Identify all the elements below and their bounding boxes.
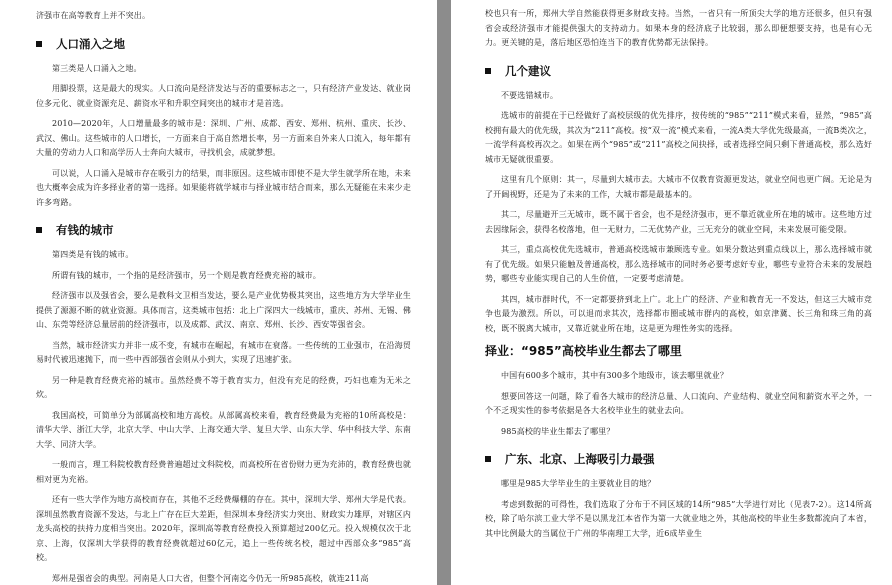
paragraph: 还有一些大学作为地方高校而存在，其他不乏经费爆棚的存在。其中，深圳大学、郑州大学是代表。深圳虽然教育资源不发达，与北上广存在巨大差距，但深圳本身经济实力突出、财政实力雄厚，对辖区内龙头高校的扶持力度相当突出。2020年，深圳高等教育经费投入预算超过200亿元。投入规模仅次于北京、上海，仅深圳大学获得的教育经费就超过60亿元，追上一些传统名校，超过中西部众多“985”高校。	[36, 495, 411, 562]
bullet-square-icon	[36, 227, 42, 233]
paragraph: 其四，城市群时代，不一定都要挤到北上广。北上广的经济、产业和教育无一不发达，但这三大城市竞争也最为激烈。所以，可以退而求其次，选择都市圈或城市群内的高校，如京津冀、长三角和珠三角的高校，既不脱离大城市，又靠近就业所在地，这是更为理性务实的选择。	[485, 294, 872, 333]
paragraph: 哪里是985大学毕业生的主要就业目的地？	[501, 479, 656, 488]
chapter-heading: 择业：“985”高校毕业生都去了哪里	[485, 344, 682, 358]
paragraph: 经济强市以及强省会，要么是教科文卫相当发达，要么是产业优势极其突出，这些地方为大学毕业生提供了源源不断的就业资源。具体而言，这类城市包括：北上广深四大一线城市，重庆、苏州、无锡、佛山、东莞等经济总量居前的经济强市，以及成都、武汉、南京、郑州、长沙、西安等强省会。	[36, 291, 411, 329]
section-heading	[485, 63, 872, 79]
paragraph: 当然，城市经济实力并非一成不变，有城市在崛起，有城市在衰落。一些传统的工业强市，在沿海贸易时代被迅速抛下，而一些中西部强省会则从小到大，实现了迅速扩张。	[36, 340, 411, 364]
left-page	[0, 0, 437, 585]
heading-text: 有钱的城市	[56, 223, 114, 237]
paragraph: 济强市在高等教育上并不突出。	[36, 11, 151, 20]
section-heading	[36, 36, 411, 52]
section-heading	[36, 222, 411, 238]
heading-text: 几个建议	[505, 63, 551, 78]
heading-text: 广东、北京、上海吸引力最强	[505, 452, 655, 466]
paragraph: 其三，重点高校优先选城市，普通高校选城市兼顾选专业。如果分数达到重点线以上，那么选择城市就有了优先级。如果只能触及普通高校，那么选择城市的同时务必要考虑好专业，哪些专业符合未来的发展趋势，哪些专业能实现自己的人生价值，一定要考虑清楚。	[485, 245, 872, 283]
paragraph: 另一种是教育经费充裕的城市。虽然经费不等于教育实力，但没有充足的经费，巧妇也难为无米之炊。	[36, 375, 411, 399]
paragraph: 这里有几个原则：其一，尽量到大城市去。大城市不仅教育资源更发达，就业空间也更广阔。无论是为了开阔视野，还是为了未来的工作，大城市都是最基本的。	[485, 175, 872, 199]
paragraph: 考虑到数据的可得性，我们选取了分布于不同区域的14所“985”大学进行对比（见表7-2）。这14所高校，除了哈尔滨工业大学不是以黑龙江本省作为第一大就业地之外，其他高校的毕业生多数都流向了本省，其中比例最大的当属位于广州的华南理工大学，近6成毕业生	[485, 499, 872, 538]
paragraph: 可以说，人口涌入是城市存在吸引力的结果，而非原因。这些城市即使不是大学生就学所在地，未来也大概率会成为许多择业者的第一选择。如果能将就学城市与择业城市结合而来，那么无疑能在未来少走许多弯路。	[36, 168, 411, 207]
paragraph: 不要选错城市。	[501, 90, 559, 100]
paragraph: 2010—2020年，人口增量最多的城市是：深圳、广州、成都、西安、郑州、杭州、重庆、长沙、武汉、佛山。这些城市的人口增长，一方面来自于高自然增长率，另一方面来自外来人口流入，每年都有大量的劳动力人口和高学历人士奔向大城市，寻找机会，成就梦想。	[36, 119, 411, 157]
paragraph: 985高校的毕业生都去了哪里？	[501, 426, 615, 436]
paragraph: 我国高校，可简单分为部属高校和地方高校。从部属高校来看，教育经费最为充裕的10所高校是：清华大学、浙江大学，北京大学、中山大学、上海交通大学、复旦大学、山东大学、华中科技大学、东南大学、同济大学。	[36, 410, 411, 449]
section-heading	[485, 451, 872, 467]
bullet-square-icon	[485, 456, 491, 462]
paragraph: 选城市的前提在于已经做好了高校层级的优先排序，按传统的“985”“211”模式来看，显然，“985”高校拥有最大的优先级，其次为“211”高校。按“双一流”模式来看，一流A类大学优先级最高，一流B类次之，一流学科高校再次之。如果在两个“985”或“211”高校之间抉择，或者选择空间只剩下普通高校，那么选好城市无疑就很重要。	[485, 111, 872, 164]
right-page	[451, 0, 892, 585]
paragraph: 用脚投票，这是最大的现实。人口流向是经济发达与否的重要标志之一，只有经济产业发达、就业岗位多元化、就业资源充足、薪资水平和升职空间突出的城市才是首选。	[36, 84, 411, 108]
paragraph: 中国有600多个城市，其中有300多个地级市，该去哪里就业？	[501, 371, 729, 380]
paragraph: 郑州是强省会的典型。河南是人口大省，但整个河南迄今仍无一所985高校，就连211高	[52, 573, 369, 583]
paragraph: 一般而言，理工科院校教育经费普遍超过文科院校，而高校所在省份财力更为充沛的，教育经费也就相对更为充裕。	[36, 460, 411, 484]
paragraph: 其二，尽量避开三无城市，既不属于省会，也不是经济强市，更不靠近就业所在地的城市。这些地方过去因缘际会，获得名校落地，但一无财力，二无优势产业，三无充分的就业空间，未来发展可能受限。	[485, 210, 872, 234]
paragraph: 所谓有钱的城市，一个指的是经济强市，另一个则是教育经费充裕的城市。	[52, 270, 321, 280]
paragraph: 校也只有一所，郑州大学自然能获得更多财政支持。当然，一省只有一所顶尖大学的地方还很多，但只有强省会或经济强市才能提供强大的支持动力。如果本身的经济底子比较弱，那么即便想要支持，也是有心无力。更关键的是，落后地区恐怕连当下的教育优势都无法保持。	[485, 9, 872, 47]
paragraph: 想要回答这一问题，除了看各大城市的经济总量、人口流向、产业结构、就业空间和薪资水平之外，一个不乏现实性的参考依据是各大名校毕业生的就业去向。	[485, 391, 872, 415]
bullet-square-icon	[36, 41, 42, 47]
paragraph: 第三类是人口涌入之地。	[52, 63, 142, 73]
bullet-square-icon	[485, 68, 491, 74]
paragraph: 第四类是有钱的城市。	[52, 250, 134, 259]
heading-text: 人口涌入之地	[56, 36, 125, 51]
